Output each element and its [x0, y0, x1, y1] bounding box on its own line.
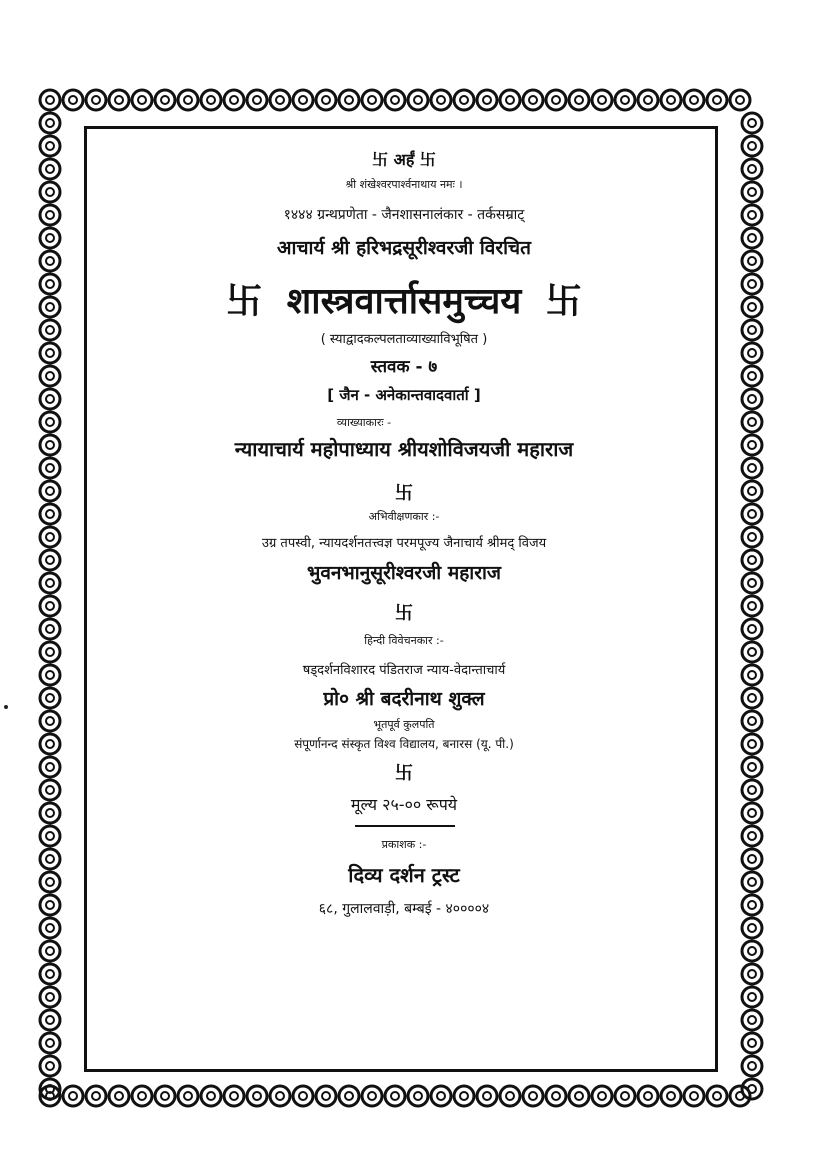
- border-ring: [40, 573, 60, 593]
- border-ring: [742, 780, 762, 800]
- border-ring: [40, 159, 60, 179]
- border-ring: [40, 734, 60, 754]
- border-ring: [742, 757, 762, 777]
- border-ring: [40, 182, 60, 202]
- border-ring: [500, 90, 520, 110]
- border-ring: [86, 1086, 106, 1106]
- author-epithet: १४४४ ग्रन्थप्रणेता - जैनशासनालंकार - तर्कसम्राट्: [283, 207, 525, 223]
- border-ring: [270, 1086, 290, 1106]
- border-ring: [684, 90, 704, 110]
- border-ring: [178, 1086, 198, 1106]
- swastika-icon: 卐: [395, 763, 413, 784]
- border-ring: [40, 458, 60, 478]
- reviewer-epithet: उग्र तपस्वी, न्यायदर्शनतत्त्वज्ञ परमपूज्य जैनाचार्य श्रीमद् विजय: [261, 536, 547, 551]
- border-ring: [742, 596, 762, 616]
- border-ring: [431, 90, 451, 110]
- border-ring: [638, 1086, 658, 1106]
- volume: स्तवक - ७: [370, 357, 438, 377]
- border-ring: [742, 297, 762, 317]
- border-ring: [742, 872, 762, 892]
- border-ring: [742, 734, 762, 754]
- border-ring: [40, 228, 60, 248]
- border-ring: [40, 527, 60, 547]
- border-ring: [40, 941, 60, 961]
- border-ring: [224, 1086, 244, 1106]
- border-ring: [40, 849, 60, 869]
- border-ring: [592, 90, 612, 110]
- border-ring: [523, 90, 543, 110]
- publisher-label: प्रकाशक :-: [381, 838, 427, 851]
- border-ring: [523, 1086, 543, 1106]
- border-ring: [40, 619, 60, 639]
- border-ring: [742, 527, 762, 547]
- price: मूल्य २५-०० रूपये: [350, 795, 458, 814]
- reviewer: भुवनभानुसूरीश्वरजी महाराज: [306, 562, 502, 584]
- border-ring: [385, 1086, 405, 1106]
- border-ring: [40, 205, 60, 225]
- border-ring: [742, 412, 762, 432]
- border-ring: [40, 872, 60, 892]
- border-ring: [454, 1086, 474, 1106]
- border-ring: [615, 1086, 635, 1106]
- border-ring: [742, 573, 762, 593]
- border-ring: [247, 1086, 267, 1106]
- border-ring: [638, 90, 658, 110]
- border-ring: [742, 987, 762, 1007]
- border-ring: [293, 90, 313, 110]
- border-ring: [40, 320, 60, 340]
- border-ring: [742, 711, 762, 731]
- border-ring: [742, 159, 762, 179]
- border-ring: [40, 550, 60, 570]
- border-ring: [615, 90, 635, 110]
- border-ring: [477, 90, 497, 110]
- border-ring: [40, 803, 60, 823]
- border-ring: [40, 987, 60, 1007]
- border-ring: [546, 1086, 566, 1106]
- book-title-row: [87, 273, 721, 324]
- swastika-icon: 卐: [226, 281, 263, 322]
- border-ring: [316, 90, 336, 110]
- border-ring: [40, 366, 60, 386]
- border-ring: [742, 274, 762, 294]
- border-ring: [40, 504, 60, 524]
- border-ring: [155, 90, 175, 110]
- border-ring: [454, 90, 474, 110]
- border-ring: [155, 1086, 175, 1106]
- border-ring: [569, 90, 589, 110]
- border-ring: [40, 780, 60, 800]
- border-ring: [742, 113, 762, 133]
- border-ring: [500, 1086, 520, 1106]
- border-ring: [362, 1086, 382, 1106]
- border-ring: [40, 297, 60, 317]
- border-ring: [40, 136, 60, 156]
- border-ring: [477, 1086, 497, 1106]
- border-ring: [40, 274, 60, 294]
- border-ring: [40, 90, 60, 110]
- border-ring: [592, 1086, 612, 1106]
- border-ring: [339, 1086, 359, 1106]
- border-ring: [742, 389, 762, 409]
- border-ring: [316, 1086, 336, 1106]
- border-ring: [201, 90, 221, 110]
- border-ring: [201, 1086, 221, 1106]
- border-ring: [40, 1033, 60, 1053]
- border-ring: [684, 1086, 704, 1106]
- swastika-icon: 卐: [395, 603, 413, 624]
- translator: प्रो० श्री बदरीनाथ शुक्ल: [323, 688, 485, 710]
- border-ring: [742, 803, 762, 823]
- border-ring: [742, 228, 762, 248]
- border-ring: [40, 757, 60, 777]
- border-ring: [742, 642, 762, 662]
- border-ring: [40, 964, 60, 984]
- commentator-label: व्याख्याकारः -: [336, 416, 392, 429]
- border-ring: [63, 90, 83, 110]
- border-ring: [40, 435, 60, 455]
- border-ring: [385, 90, 405, 110]
- invocation: 卐 अर्हं 卐: [372, 150, 436, 169]
- address: ६८, गुलालवाड़ी, बम्बई - ४००००४: [318, 901, 490, 917]
- border-ring: [40, 596, 60, 616]
- book-title: शास्त्रवार्त्तासमुच्चय: [286, 281, 522, 322]
- translator-epithet: षड्दर्शनविशारद पंडितराज न्याय-वेदान्ताचार्य: [302, 663, 506, 678]
- border-ring: [569, 1086, 589, 1106]
- border-ring: [730, 90, 750, 110]
- border-ring: [742, 435, 762, 455]
- border-ring: [742, 918, 762, 938]
- border-ring: [339, 90, 359, 110]
- border-ring: [742, 504, 762, 524]
- scan-speck: [4, 705, 8, 709]
- border-ring: [742, 895, 762, 915]
- swastika-icon: 卐: [395, 483, 413, 504]
- commentary-note: ( स्याद्वादकल्पलताव्याख्याविभूषित ): [320, 332, 488, 347]
- translator-post: भूतपूर्व कुलपति: [373, 718, 435, 731]
- border-ring: [40, 1056, 60, 1076]
- border-ring: [742, 688, 762, 708]
- border-ring: [661, 1086, 681, 1106]
- border-ring: [40, 826, 60, 846]
- border-ring: [40, 642, 60, 662]
- border-ring: [742, 343, 762, 363]
- border-ring: [40, 1010, 60, 1030]
- border-ring: [40, 481, 60, 501]
- publisher: दिव्य दर्शन ट्रस्ट: [348, 863, 460, 887]
- border-ring: [661, 90, 681, 110]
- salutation: श्री शंखेश्वरपार्श्वनाथाय नमः ।: [345, 178, 463, 191]
- section: [ जैन - अनेकान्तवादवार्ता ]: [327, 386, 481, 404]
- border-ring: [224, 90, 244, 110]
- border-ring: [742, 1056, 762, 1076]
- border-ring: [132, 90, 152, 110]
- commentator: न्यायाचार्य महोपाध्याय श्रीयशोविजयजी महाराज: [234, 437, 574, 461]
- swastika-icon: 卐: [545, 281, 582, 322]
- border-ring: [742, 136, 762, 156]
- border-ring: [40, 688, 60, 708]
- border-ring: [742, 458, 762, 478]
- border-ring: [86, 90, 106, 110]
- university: संपूर्णानन्द संस्कृत विश्व विद्यालय, बनारस (यू. पी.): [294, 737, 514, 751]
- border-ring: [109, 90, 129, 110]
- border-ring: [40, 389, 60, 409]
- translator-label: हिन्दी विवेचनकार :-: [364, 634, 444, 647]
- border-ring: [742, 205, 762, 225]
- border-ring: [270, 90, 290, 110]
- author-line: आचार्य श्री हरिभद्रसूरीश्वरजी विरचित: [277, 237, 531, 259]
- title-panel: [84, 126, 718, 1072]
- border-ring: [742, 182, 762, 202]
- border-ring: [132, 1086, 152, 1106]
- border-ring: [293, 1086, 313, 1106]
- border-ring: [40, 113, 60, 133]
- border-ring: [742, 1033, 762, 1053]
- border-ring: [742, 550, 762, 570]
- border-ring: [40, 343, 60, 363]
- border-ring: [178, 90, 198, 110]
- border-ring: [40, 251, 60, 271]
- border-ring: [707, 90, 727, 110]
- border-ring: [40, 918, 60, 938]
- divider: [355, 825, 455, 827]
- border-ring: [408, 90, 428, 110]
- border-ring: [742, 826, 762, 846]
- border-ring: [742, 665, 762, 685]
- border-ring: [707, 1086, 727, 1106]
- border-ring: [362, 90, 382, 110]
- border-ring: [742, 320, 762, 340]
- border-ring: [40, 895, 60, 915]
- border-ring: [742, 849, 762, 869]
- border-ring: [742, 251, 762, 271]
- border-ring: [40, 665, 60, 685]
- border-ring: [247, 90, 267, 110]
- border-ring: [742, 481, 762, 501]
- border-ring: [109, 1086, 129, 1106]
- border-ring: [742, 366, 762, 386]
- border-ring: [742, 941, 762, 961]
- border-ring: [546, 90, 566, 110]
- border-ring: [742, 964, 762, 984]
- border-ring: [742, 619, 762, 639]
- reviewer-label: अभिवीक्षणकार :-: [368, 510, 440, 523]
- ornamental-border: [30, 78, 772, 1118]
- border-ring: [431, 1086, 451, 1106]
- border-ring: [63, 1086, 83, 1106]
- border-ring: [40, 711, 60, 731]
- border-ring: [742, 1010, 762, 1030]
- border-ring: [408, 1086, 428, 1106]
